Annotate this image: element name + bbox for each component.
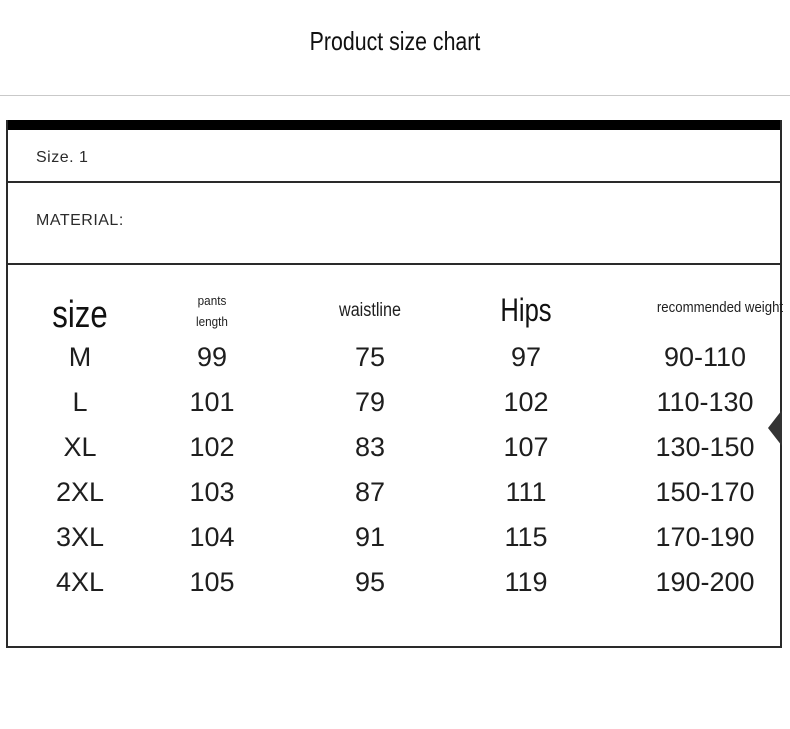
table-cell-weight: 110-130 <box>656 387 754 417</box>
table-cell-weight: 90-110 <box>663 342 747 372</box>
table-cell-size: L <box>72 387 88 417</box>
header-pants-length <box>196 290 228 332</box>
table-cell-waistline: 91 <box>354 522 386 552</box>
table-top-bar <box>8 120 780 130</box>
page-title: Product size chart <box>309 26 481 56</box>
table-cell-pants-length: 101 <box>189 387 235 417</box>
table-cell-pants-length: 102 <box>189 432 235 462</box>
table-cell-waistline: 75 <box>354 342 386 372</box>
size-label-row <box>8 130 780 183</box>
table-cell-size: 4XL <box>55 567 105 597</box>
table-cell-hips: 102 <box>503 387 549 417</box>
table-cell-size: 2XL <box>55 477 105 507</box>
table-cell-weight: 130-150 <box>655 432 755 462</box>
size-chart-table <box>6 120 782 648</box>
table-cell-pants-length: 104 <box>189 522 235 552</box>
arrow-left-icon <box>768 410 782 446</box>
table-cell-pants-length: 105 <box>189 567 235 597</box>
table-cell-pants-length: 99 <box>196 342 228 372</box>
table-cell-size: XL <box>63 432 97 462</box>
table-cell-size: 3XL <box>55 522 105 552</box>
title-divider <box>0 95 790 96</box>
table-cell-weight: 150-170 <box>655 477 755 507</box>
table-cell-weight: 190-200 <box>655 567 755 597</box>
header-pants-line2: length <box>196 314 228 329</box>
header-size: size <box>52 294 108 336</box>
table-cell-hips: 97 <box>510 342 542 372</box>
header-pants-line1: pants <box>197 293 227 308</box>
table-cell-hips: 111 <box>505 477 547 507</box>
table-cell-waistline: 95 <box>354 567 386 597</box>
table-cell-waistline: 87 <box>354 477 386 507</box>
table-cell-size: M <box>68 342 92 372</box>
table-cell-weight: 170-190 <box>655 522 755 552</box>
material-label: MATERIAL: <box>36 212 124 229</box>
table-cell-hips: 119 <box>504 567 548 597</box>
size-label: Size. 1 <box>36 149 89 166</box>
header-hips: Hips <box>500 292 552 328</box>
table-cell-waistline: 79 <box>354 387 386 417</box>
table-cell-hips: 115 <box>504 522 548 552</box>
material-row <box>8 183 780 265</box>
header-waistline: waistline <box>339 300 401 321</box>
table-cell-waistline: 83 <box>354 432 386 462</box>
table-cell-hips: 107 <box>503 432 549 462</box>
table-cell-pants-length: 103 <box>189 477 235 507</box>
header-recommended-weight: recommended weight <box>656 299 784 316</box>
